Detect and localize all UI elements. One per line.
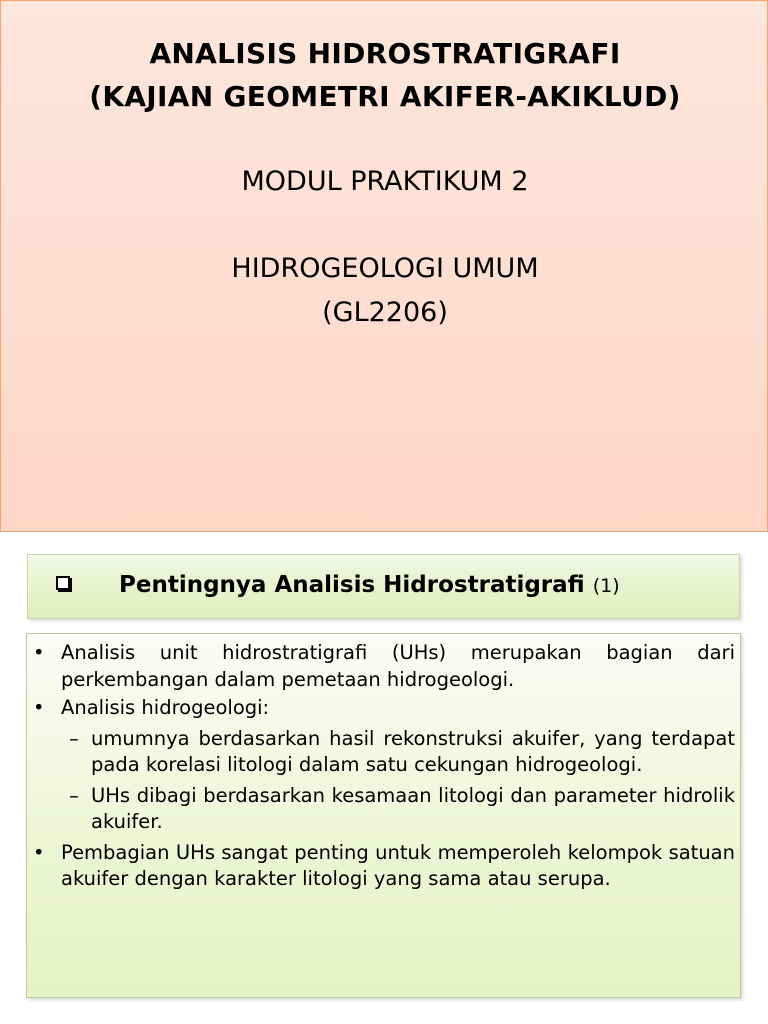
sub-list-item-text: UHs dibagi berdasarkan kesamaan litologi dan parameter hidrolik akuifer.	[91, 783, 735, 833]
bullet-icon: •	[33, 840, 45, 864]
dash-bullet-icon: –	[69, 783, 79, 807]
title-line-2: (KAJIAN GEOMETRI AKIFER-AKIKLUD)	[89, 80, 681, 113]
bullet-list	[33, 640, 735, 895]
section-heading-text: Pentingnya Analisis Hidrostratigrafi	[119, 572, 585, 598]
content-box	[26, 633, 741, 998]
section-heading	[119, 572, 620, 598]
bullet-icon: •	[33, 696, 45, 719]
sub-list-item-text: umumnya berdasarkan hasil rekonstruksi akuifer, yang terdapat pada korelasi litologi dalam satu cekungan hidrogeologi.	[91, 726, 735, 776]
list-item-text: Pembagian UHs sangat penting untuk memperoleh kelompok satuan akuifer dengan karakter litologi yang sama atau serupa.	[61, 840, 735, 890]
list-item-text: Analisis hidrogeologi:	[61, 696, 270, 719]
dash-bullet-icon: –	[69, 726, 79, 750]
sub-list-item	[69, 783, 735, 836]
section-heading-number: (1)	[592, 575, 620, 597]
bullet-icon: •	[33, 641, 45, 664]
title-line-1: ANALISIS HIDROSTRATIGRAFI	[149, 37, 621, 70]
module-label: MODUL PRAKTIKUM 2	[241, 166, 529, 197]
slide-title	[1, 32, 768, 118]
list-item	[33, 640, 735, 693]
list-item-text: Analisis unit hidrostratigrafi (UHs) merupakan bagian dari perkembangan dalam pemetaan hidrogeologi.	[61, 641, 735, 691]
sub-list-item	[69, 726, 735, 779]
course-code: (GL2206)	[322, 297, 448, 328]
list-item	[33, 695, 735, 836]
sub-list	[61, 726, 735, 836]
course-name: HIDROGEOLOGI UMUM	[231, 253, 539, 284]
list-item	[33, 840, 735, 893]
checkbox-bullet-icon	[56, 576, 70, 590]
section-heading-box	[27, 554, 740, 619]
